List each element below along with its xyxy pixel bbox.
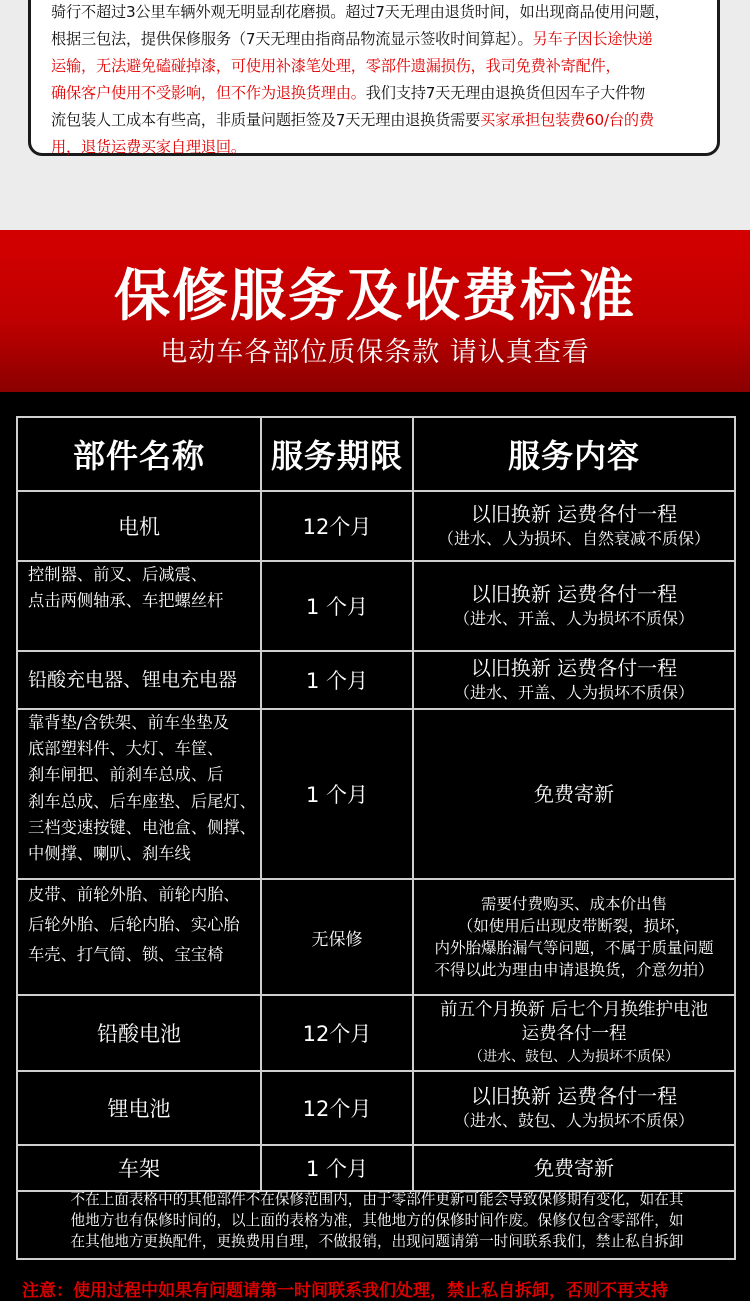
- service-line: 免费寄新: [534, 1156, 614, 1180]
- part-name-line: 刹车闸把、前刹车总成、后: [28, 765, 224, 785]
- part-name-line: 刹车总成、后车座垫、后尾灯、: [28, 791, 256, 811]
- part-name-line: 中侧撑、喇叭、刹车线: [28, 844, 191, 864]
- notice-line-5-red: 买家承担包装费60/台的费: [480, 111, 654, 129]
- service-tires: [414, 880, 734, 994]
- service-line: 免费寄新: [534, 782, 614, 806]
- service-motor: [414, 492, 734, 560]
- notice-line-5: 流包装人工成本有些高，非质量问题拒签及7天无理由退换货需要: [51, 111, 481, 129]
- part-name-line: 底部塑料件、大灯、车筐、: [28, 739, 224, 759]
- part-name-line: 皮带、前轮外胎、前轮内胎、: [28, 885, 240, 904]
- title-banner: [0, 230, 750, 392]
- service-line: 以旧换新 运费各付一程: [470, 502, 678, 526]
- period-frame: 1 个月: [305, 1157, 369, 1181]
- warranty-table-section: [0, 392, 750, 1300]
- service-lithium-battery: [414, 1072, 734, 1144]
- service-line: 不得以此为理由申请退换货，介意勿拍）: [434, 961, 714, 979]
- notice-line-6-red: 用，退货运费买家自理退回。: [51, 138, 246, 156]
- period-lead-battery: 12个月: [302, 1022, 372, 1046]
- table-footer-note: [22, 1189, 732, 1252]
- part-name-motor: 电机: [118, 515, 160, 539]
- warranty-table: [16, 416, 736, 1260]
- notice-section: [0, 0, 750, 230]
- footer-line: 他地方也有保修时间的，以上面的表格为准，其他地方的保修时间作废。保修仅包含零部件，如: [70, 1212, 684, 1229]
- period-tires: 无保修: [311, 929, 363, 950]
- service-line: 前五个月换新 后七个月换维护电池: [439, 1000, 709, 1020]
- period-controller: 1 个月: [305, 595, 369, 619]
- part-name-line: 车壳、打气筒、锁、宝宝椅: [28, 945, 224, 964]
- notice-line-1: 骑行不超过3公里车辆外观无明显刮花磨损。超过7天无理由退货时间，如出现商品使用问题，: [51, 3, 670, 21]
- period-lithium-battery: 12个月: [302, 1097, 372, 1121]
- notice-line-4-red: 确保客户使用不受影响，但不作为退换货理由。: [51, 84, 366, 102]
- footer-line: 不在上面表格中的其他部件不在保修范围内，由于零部件更新可能会导致保修期有变化，如在其: [70, 1191, 684, 1208]
- service-charger: [414, 652, 734, 708]
- notice-line-2-red: 另车子因长途快递: [532, 30, 653, 48]
- service-line: 运费各付一程: [521, 1024, 627, 1044]
- banner-subtitle: 电动车各部位质保条款 请认真查看: [160, 337, 590, 368]
- service-line: 内外胎爆胎漏气等问题，不属于质量问题: [434, 939, 714, 957]
- period-motor: 12个月: [302, 515, 372, 539]
- service-controller: [414, 562, 734, 650]
- service-frame: [414, 1146, 734, 1190]
- service-lead-battery: [414, 996, 734, 1070]
- service-accessories: [414, 710, 734, 878]
- header-part-name: 部件名称: [72, 437, 205, 475]
- notice-line-4: 我们支持7天无理由退换货但因车子大件物: [365, 84, 645, 102]
- service-line: 以旧换新 运费各付一程: [470, 582, 678, 606]
- service-line: 以旧换新 运费各付一程: [470, 656, 678, 680]
- notice-line-2: 根据三包法，提供保修服务（7天无理由指商品物流显示签收时间算起）。: [51, 30, 533, 48]
- footer-line: 在其他地方更换配件，更换费用自理，不做报销，出现问题请第一时间联系我们，禁止私自拆卸: [70, 1233, 684, 1250]
- service-line: 需要付费购买、成本价出售: [480, 895, 667, 913]
- part-name-tires: [18, 880, 260, 994]
- notice-card: [28, 0, 720, 156]
- warning-text: 注意：使用过程中如果有问题请第一时间联系我们处理，禁止私自拆卸，否则不再支持: [22, 1281, 668, 1301]
- part-name-line: 控制器、前叉、后减震、: [28, 565, 208, 584]
- part-name-line: 后轮外胎、后轮内胎、实心胎: [28, 915, 240, 934]
- service-note: （进水、人为损坏、自然衰减不质保）: [437, 529, 710, 548]
- service-note: （进水、开盖、人为损坏不质保）: [453, 683, 694, 702]
- header-service-content: 服务内容: [507, 437, 640, 475]
- part-name-charger: 铅酸充电器、锂电充电器: [28, 668, 238, 691]
- service-note: （进水、开盖、人为损坏不质保）: [453, 609, 694, 628]
- part-name-lead-battery: 铅酸电池: [97, 1022, 181, 1046]
- period-accessories: 1 个月: [305, 783, 369, 807]
- service-note: （进水、鼓包、人为损坏不质保）: [469, 1049, 679, 1065]
- service-note: （进水、鼓包、人为损坏不质保）: [453, 1111, 694, 1130]
- part-name-accessories: [18, 710, 260, 878]
- service-line: （如使用后出现皮带断裂，损坏，: [457, 917, 691, 935]
- part-name-line: 点击两侧轴承、车把螺丝杆: [28, 591, 224, 611]
- part-name-frame: 车架: [118, 1157, 160, 1181]
- part-name-controller: [18, 562, 260, 650]
- part-name-lithium-battery: 锂电池: [107, 1097, 171, 1121]
- period-charger: 1 个月: [305, 669, 369, 693]
- notice-text: [51, 0, 697, 161]
- header-service-period: 服务期限: [270, 437, 403, 475]
- part-name-line: 三档变速按键、电池盒、侧撑、: [28, 817, 256, 837]
- service-line: 以旧换新 运费各付一程: [470, 1084, 678, 1108]
- notice-line-3-red: 运输，无法避免磕碰掉漆，可使用补漆笔处理，零部件遗漏损伤，我司免费补寄配件，: [51, 57, 621, 75]
- banner-title: 保修服务及收费标准: [114, 264, 636, 329]
- part-name-line: 靠背垫/含铁架、前车坐垫及: [28, 713, 229, 732]
